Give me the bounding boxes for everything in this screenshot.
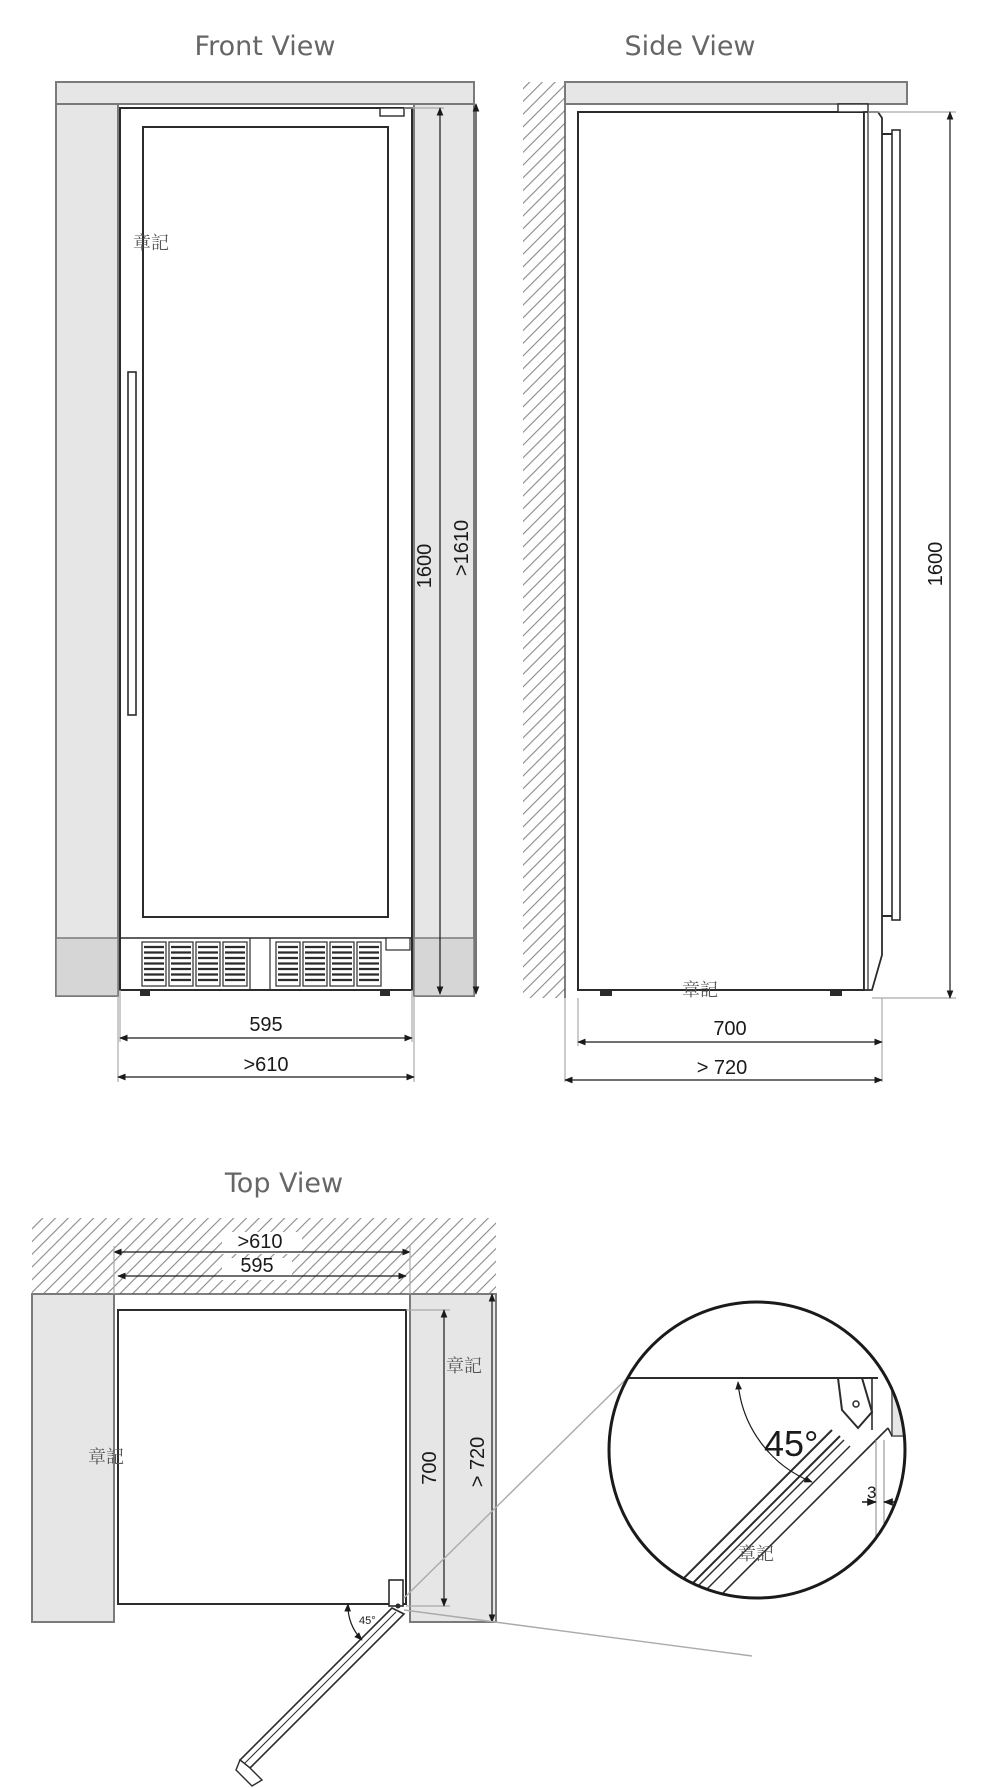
side-appliance-body xyxy=(578,112,864,990)
front-foot-left xyxy=(140,990,150,996)
detail-angle-value: 45° xyxy=(764,1423,819,1464)
side-height-value: 1600 xyxy=(925,541,947,587)
front-mark: 章記 xyxy=(133,233,169,254)
top-depth-value: 700 xyxy=(419,1451,441,1485)
side-door-handle xyxy=(892,130,900,920)
front-left-plinth xyxy=(56,938,118,996)
front-ceiling-cabinet xyxy=(56,82,474,104)
side-ceiling-cabinet xyxy=(565,82,907,104)
front-foot-right xyxy=(380,990,390,996)
front-glass-door xyxy=(143,127,388,917)
front-width-value: 595 xyxy=(249,1014,283,1036)
side-view-title: Side View xyxy=(624,31,756,62)
side-back-wall xyxy=(523,82,565,998)
side-door xyxy=(864,112,882,990)
front-niche-width-value: >610 xyxy=(243,1054,289,1076)
top-appliance-body xyxy=(118,1310,406,1604)
top-niche-depth-value: > 720 xyxy=(467,1436,489,1488)
front-view-title: Front View xyxy=(194,31,336,62)
top-view-title: Top View xyxy=(224,1168,344,1199)
top-hinge xyxy=(389,1580,403,1606)
detail-mark: 章記 xyxy=(738,1544,774,1565)
front-height-value: 1600 xyxy=(414,543,436,589)
top-niche-width-value: >610 xyxy=(237,1231,283,1253)
side-mark: 章記 xyxy=(682,980,718,1001)
side-view xyxy=(523,82,956,1082)
top-mark-left: 章記 xyxy=(88,1447,124,1468)
side-niche-depth-value: > 720 xyxy=(696,1057,748,1079)
front-top-hinge xyxy=(380,108,404,116)
front-right-plinth xyxy=(414,938,474,996)
front-view xyxy=(56,82,476,1082)
hinge-detail xyxy=(600,1302,972,1618)
detail-gap-value: 3 xyxy=(867,1483,877,1502)
top-door-angle-value: 45° xyxy=(359,1615,376,1627)
top-mark-right: 章記 xyxy=(446,1356,482,1377)
front-door-handle xyxy=(128,372,136,715)
top-width-value: 595 xyxy=(240,1255,274,1277)
front-left-cabinet xyxy=(56,104,118,996)
front-niche-height-value: >1610 xyxy=(451,519,473,577)
top-open-door xyxy=(236,1608,404,1786)
side-depth-value: 700 xyxy=(713,1018,747,1040)
